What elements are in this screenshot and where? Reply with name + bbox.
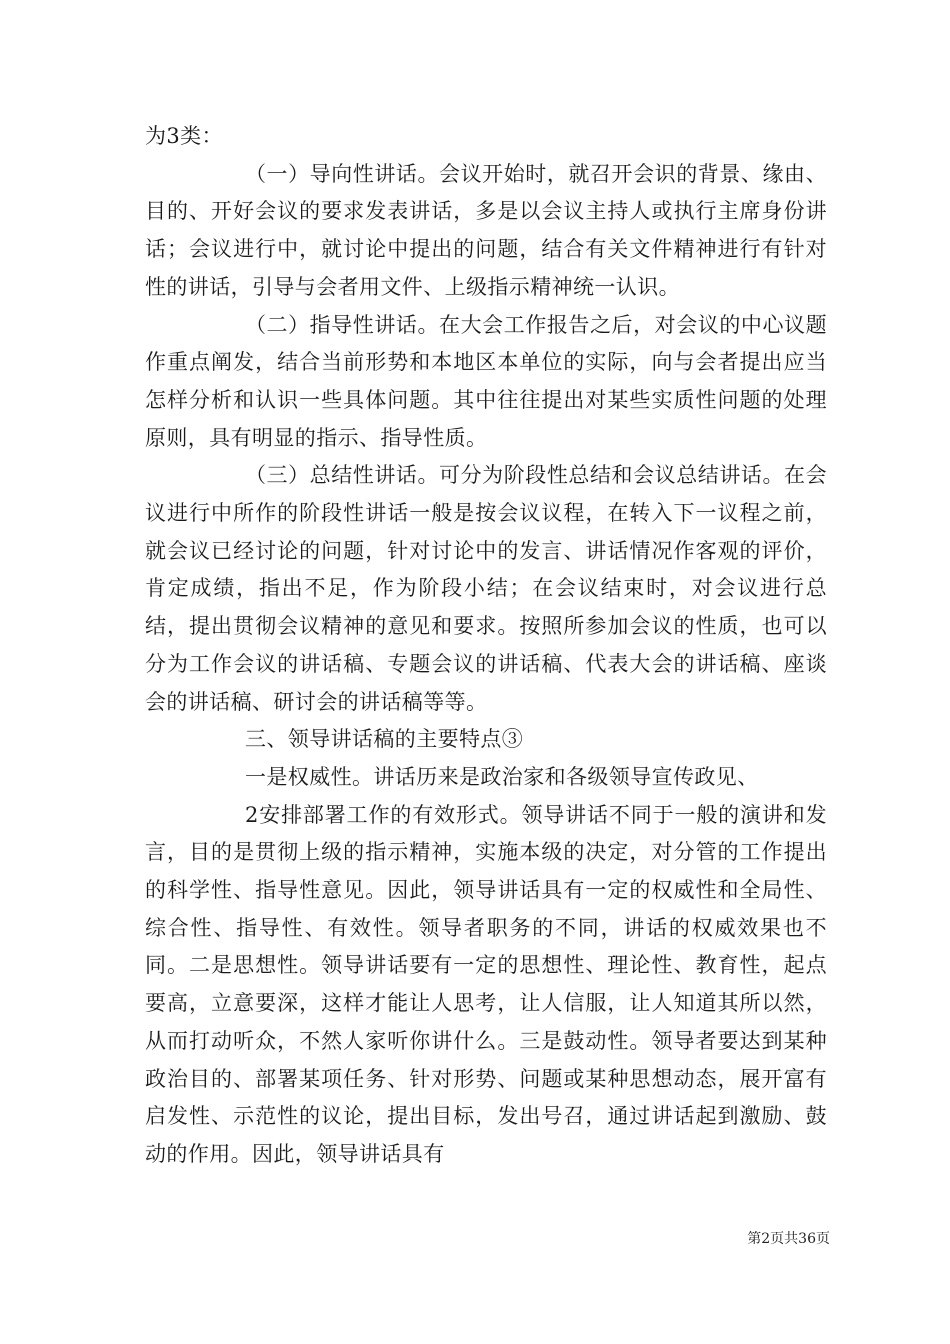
paragraph-summary-speech: （三）总结性讲话。可分为阶段性总结和会议总结讲话。在会议进行中所作的阶段性讲话一般是按会议议程，在转入下一议程之前，就会议已经讨论的问题，针对讨论中的发言、讲话情况作客观的评价，肯定成绩，指出不足，作为阶段小结；在会议结束时，对会议进行总结，提出贯彻会议精神的意见和要求。按照所参加会议的性质，也可以分为工作会议的讲话稿、专题会议的讲话稿、代表大会的讲话稿、座谈会的讲话稿、研讨会的讲话稿等等。 [145,463,827,714]
document-body [145,118,827,1174]
paragraph-guiding-speech: （一）导向性讲话。会议开始时，就召开会识的背景、缘由、目的、开好会议的要求发表讲话，多是以会议主持人或执行主席身份讲话；会议进行中，就讨论中提出的问题，结合有关文件精神进行有针对性的讲话，引导与会者用文件、上级指示精神统一认识。 [145,161,827,299]
paragraph-instructive-speech: （二）指导性讲话。在大会工作报告之后，对会议的中心议题作重点阐发，结合当前形势和本地区本单位的实际，向与会者提出应当怎样分析和认识一些具体问题。其中往往提出对某些实质性问题的处理原则，具有明显的指示、指导性质。 [145,312,827,450]
paragraph-characteristics: 2安排部署工作的有效形式。领导讲话不同于一般的演讲和发言，目的是贯彻上级的指示精神，实施本级的决定，对分管的工作提出的科学性、指导性意见。因此，领导讲话具有一定的权威性和全局性、综合性、指导性、有效性。领导者职务的不同，讲话的权威效果也不同。二是思想性。领导讲话要有一定的思想性、理论性、教育性，起点要高，立意要深，这样才能让人思考，让人信服，让人知道其所以然，从而打动听众，不然人家听你讲什么。三是鼓动性。领导者要达到某种政治目的、部署某项任务、针对形势、问题或某种思想动态，展开富有启发性、示范性的议论，提出目标，发出号召，通过讲话起到激励、鼓动的作用。因此，领导讲话具有 [145,802,827,1166]
section-heading: 三、领导讲话稿的主要特点③ [245,727,524,752]
paragraph-authority: 一是权威性。讲话历来是政治家和各级领导宣传政见、 [245,764,759,789]
paragraph-intro: 为3类： [145,124,223,148]
page-number-footer: 第2页共36页 [747,1231,830,1247]
